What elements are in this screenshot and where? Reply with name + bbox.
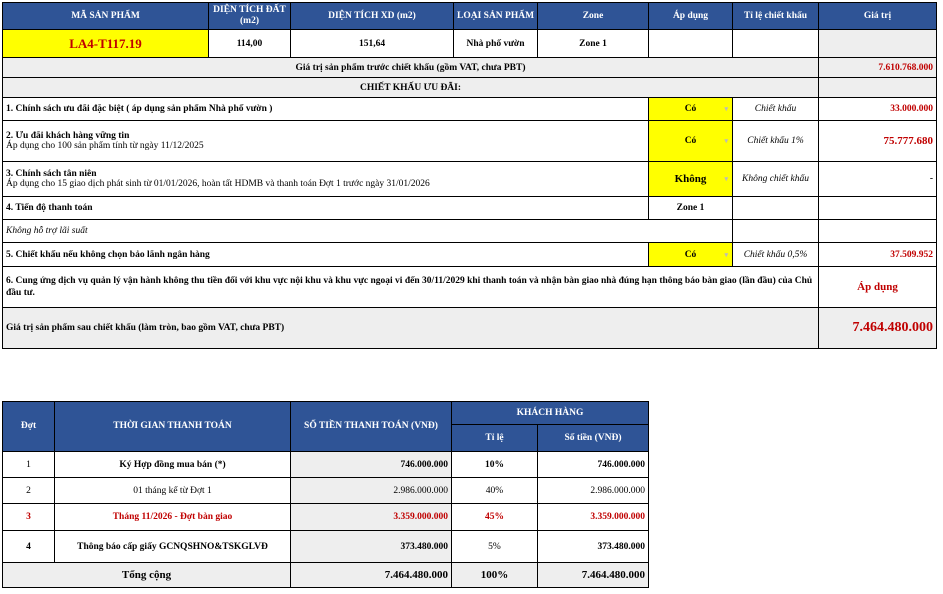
header-dot: Đợt (3, 402, 55, 452)
discount-2-note: Áp dụng cho 100 sản phẩm tính từ ngày 11/12/2025 (6, 141, 204, 151)
row-time: Tháng 11/2026 - Đợt bàn giao (55, 504, 291, 531)
header-apply: Áp dụng (649, 3, 733, 30)
empty-cell (819, 197, 937, 220)
header-land-area: DIỆN TÍCH ĐẤT (m2) (209, 3, 291, 30)
before-discount-label: Giá trị sản phẩm trước chiết khấu (gồm VAT, chưa PBT) (3, 58, 819, 78)
header-product-type: LOẠI SẢN PHẨM (454, 3, 538, 30)
discount-3-title: 3. Chính sách tân niên (6, 169, 97, 179)
row-amount: 3.359.000.000 (291, 504, 452, 531)
discount-2-title: 2. Ưu đãi khách hàng vững tin (6, 131, 130, 141)
empty-cell (733, 197, 819, 220)
value-empty (819, 30, 937, 58)
discount-2-cell (3, 121, 649, 162)
row-ratio: 45% (452, 504, 538, 531)
discount-3-cell (3, 162, 649, 197)
discount-1-title: 1. Chính sách ưu đãi đặc biệt ( áp dụng sản phẩm Nhà phố vườn ) (3, 98, 649, 121)
row-money: 746.000.000 (538, 452, 649, 478)
discount-2-rate: Chiết khấu 1% (733, 121, 819, 162)
header-time: THỜI GIAN THANH TOÁN (55, 402, 291, 452)
apply-empty (649, 30, 733, 58)
header-zone: Zone (538, 3, 649, 30)
discount-2-apply-select[interactable]: Có ▾ (649, 121, 733, 162)
discount-3-apply-select[interactable]: Không ▾ (649, 162, 733, 197)
row-amount: 746.000.000 (291, 452, 452, 478)
rate-empty (733, 30, 819, 58)
no-interest-support: Không hỗ trợ lãi suất (3, 220, 733, 243)
row-money: 373.480.000 (538, 531, 649, 563)
payment-schedule-zone: Zone 1 (649, 197, 733, 220)
build-area: 151,64 (291, 30, 454, 58)
discount-1-rate: Chiết khấu (733, 98, 819, 121)
discount-3-value: - (819, 162, 937, 197)
row-dot: 2 (3, 478, 55, 504)
discount-5-rate: Chiết khấu 0,5% (733, 243, 819, 267)
discount-2-value: 75.777.680 (819, 121, 937, 162)
payment-schedule-title: 4. Tiến độ thanh toán (3, 197, 649, 220)
total-ratio: 100% (452, 563, 538, 588)
payment-table (2, 401, 649, 588)
price-table (2, 2, 937, 349)
empty-cell (819, 220, 937, 243)
row-dot: 3 (3, 504, 55, 531)
discount-1-value: 33.000.000 (819, 98, 937, 121)
discount-3-note: Áp dụng cho 15 giao dịch phát sinh từ 01/01/2026, hoàn tất HDMB và thanh toán Đợt 1 trước ngày 31/01/2026 (6, 179, 430, 189)
after-discount-label: Giá trị sản phẩm sau chiết khấu (làm tròn, bao gồm VAT, chưa PBT) (3, 308, 819, 349)
header-discount-rate: Tỉ lệ chiết khấu (733, 3, 819, 30)
total-money: 7.464.480.000 (538, 563, 649, 588)
row-dot: 1 (3, 452, 55, 478)
before-discount-value: 7.610.768.000 (819, 58, 937, 78)
row-money: 3.359.000.000 (538, 504, 649, 531)
product-code[interactable]: LA4-T117.19 (3, 30, 209, 58)
row-amount: 2.986.000.000 (291, 478, 452, 504)
discount-5-value: 37.509.952 (819, 243, 937, 267)
table-row (3, 452, 649, 478)
table-row (3, 531, 649, 563)
row-amount: 373.480.000 (291, 531, 452, 563)
discount-5-apply-select[interactable]: Có ▾ (649, 243, 733, 267)
discount-6-value: Áp dụng (819, 267, 937, 308)
row-dot: 4 (3, 531, 55, 563)
header-amount: SỐ TIỀN THANH TOÁN (VNĐ) (291, 402, 452, 452)
table-row (3, 504, 649, 531)
row-time: Thông báo cấp giấy GCNQSHNO&TSKGLVĐ (55, 531, 291, 563)
row-ratio: 40% (452, 478, 538, 504)
product-type: Nhà phố vườn (454, 30, 538, 58)
empty-cell (819, 78, 937, 98)
discount-3-rate: Không chiết khấu (733, 162, 819, 197)
discount-1-apply-select[interactable]: Có ▾ (649, 98, 733, 121)
total-row (3, 563, 649, 588)
total-amount: 7.464.480.000 (291, 563, 452, 588)
total-label: Tổng cộng (3, 563, 291, 588)
header-money: Số tiền (VNĐ) (538, 425, 649, 452)
table-row (3, 478, 649, 504)
row-time: Ký Hợp đồng mua bán (*) (55, 452, 291, 478)
row-time: 01 tháng kể từ Đợt 1 (55, 478, 291, 504)
row-ratio: 10% (452, 452, 538, 478)
row-money: 2.986.000.000 (538, 478, 649, 504)
land-area: 114,00 (209, 30, 291, 58)
empty-cell (733, 220, 819, 243)
discount-5-title: 5. Chiết khấu nếu không chọn bảo lãnh ngân hàng (3, 243, 649, 267)
after-discount-value: 7.464.480.000 (819, 308, 937, 349)
header-build-area: DIỆN TÍCH XD (m2) (291, 3, 454, 30)
header-product-code: MÃ SẢN PHẨM (3, 3, 209, 30)
header-customer: KHÁCH HÀNG (452, 402, 649, 425)
header-value: Giá trị (819, 3, 937, 30)
discount-title: CHIẾT KHẤU ƯU ĐÃI: (3, 78, 819, 98)
discount-6-title: 6. Cung ứng dịch vụ quản lý vận hành không thu tiền đối với khu vực nội khu và khu vực ngoại vi đến 30/11/2029 khi thanh toán và nhận bàn giao nhà đúng hạn thông báo bàn giao (lần đầu) của Chủ đầu tư. (3, 267, 819, 308)
zone: Zone 1 (538, 30, 649, 58)
header-ratio: Tỉ lệ (452, 425, 538, 452)
row-ratio: 5% (452, 531, 538, 563)
